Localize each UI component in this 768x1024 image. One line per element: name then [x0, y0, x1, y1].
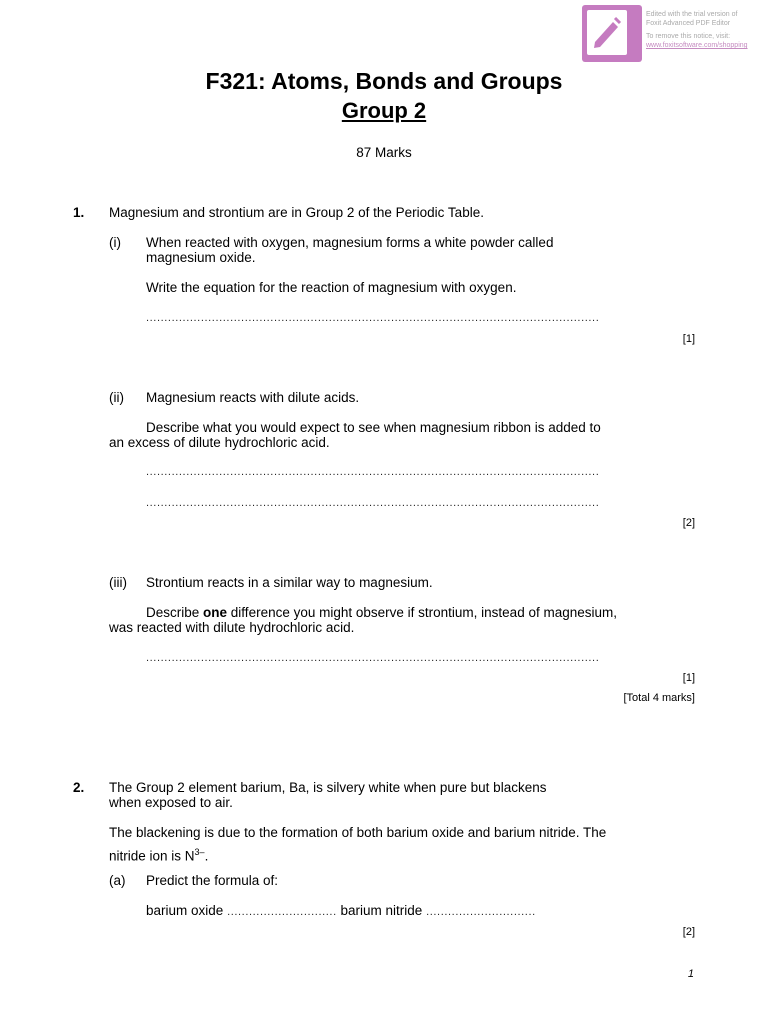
- q1-iii-line2: was reacted with dilute hydrochloric acid.: [109, 620, 355, 635]
- watermark-link[interactable]: www.foxitsoftware.com/shopping: [646, 42, 748, 49]
- q1-i-instruction: Write the equation for the reaction of magnesium with oxygen.: [146, 280, 517, 295]
- answer-line[interactable]: ............................................................................................................................: [146, 312, 600, 324]
- q1-iii-marks: [1]: [682, 672, 695, 684]
- page-title: F321: Atoms, Bonds and Groups: [205, 68, 563, 94]
- barium-nitride-answer[interactable]: ..............................: [426, 906, 536, 918]
- question-2-para2-line1: The blackening is due to the formation of both barium oxide and barium nitride. The: [109, 825, 607, 840]
- q2-para2-pre: nitride ion is N: [109, 848, 195, 864]
- question-2-line2: when exposed to air.: [109, 795, 233, 810]
- q2-a-stem: Predict the formula of:: [146, 873, 279, 888]
- answer-line[interactable]: ............................................................................................................................: [146, 497, 600, 509]
- question-2-number: 2.: [73, 780, 85, 795]
- q1-iii-line1: [146, 605, 617, 621]
- watermark-line2: Foxit Advanced PDF Editor: [646, 20, 731, 27]
- q1-ii-marks: [2]: [682, 517, 695, 529]
- answer-line[interactable]: ............................................................................................................................: [146, 652, 600, 664]
- q2-a-answers: [146, 903, 536, 920]
- q1-i-line1: When reacted with oxygen, magnesium forms a white powder called: [146, 235, 554, 250]
- q1-ii-line1: Describe what you would expect to see when magnesium ribbon is added to: [146, 420, 601, 435]
- q2-a-label: (a): [109, 873, 126, 888]
- foxit-watermark-logo: [582, 5, 642, 62]
- q1-iii-pre: Describe: [146, 605, 204, 620]
- question-2-para2-line2: [109, 844, 208, 865]
- q1-i-line2: magnesium oxide.: [146, 250, 256, 265]
- q2-para2-post: .: [204, 848, 209, 864]
- total-marks: 87 Marks: [356, 145, 412, 160]
- q1-iii-stem: Strontium reacts in a similar way to magnesium.: [146, 575, 433, 590]
- q1-ii-line2: an excess of dilute hydrochloric acid.: [109, 435, 330, 450]
- q1-ii-stem: Magnesium reacts with dilute acids.: [146, 390, 360, 405]
- q1-ii-label: (ii): [109, 390, 124, 405]
- page-subtitle: Group 2: [341, 98, 427, 123]
- nitride-charge: 3–: [194, 847, 205, 857]
- watermark-line1: Edited with the trial version of: [646, 11, 738, 18]
- q1-iii-label: (iii): [109, 575, 127, 590]
- question-1-stem: Magnesium and strontium are in Group 2 of the Periodic Table.: [109, 205, 484, 220]
- q1-iii-bold: one: [203, 605, 228, 620]
- watermark-notice: [646, 10, 748, 50]
- question-2-line1: The Group 2 element barium, Ba, is silvery white when pure but blackens: [109, 780, 547, 795]
- answer-line[interactable]: ............................................................................................................................: [146, 466, 600, 478]
- q1-iii-post: difference you might observe if strontium, instead of magnesium,: [227, 605, 617, 620]
- question-1-number: 1.: [73, 205, 85, 220]
- barium-oxide-label: barium oxide: [146, 903, 224, 918]
- page-number: 1: [687, 968, 694, 980]
- barium-oxide-answer[interactable]: ..............................: [227, 906, 337, 918]
- q1-total-marks: [Total 4 marks]: [623, 692, 695, 704]
- q1-i-label: (i): [109, 235, 121, 250]
- watermark-line3: To remove this notice, visit:: [646, 33, 731, 40]
- q1-i-marks: [1]: [682, 333, 695, 345]
- q2-a-marks: [2]: [682, 926, 695, 938]
- barium-nitride-label: barium nitride: [340, 903, 423, 918]
- pencil-icon: [587, 10, 627, 55]
